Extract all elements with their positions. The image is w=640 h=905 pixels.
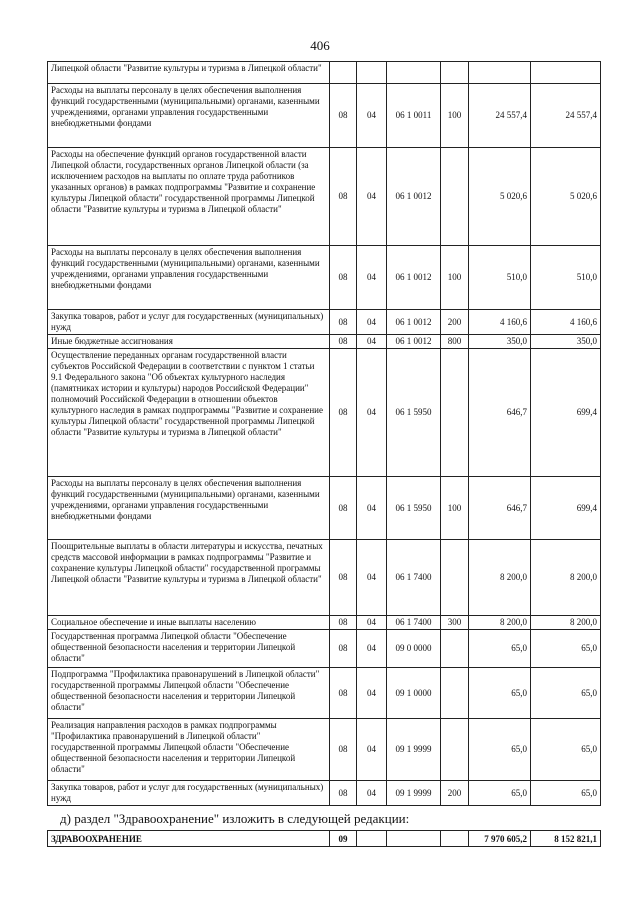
row-value-1: 646,7 (469, 349, 531, 477)
row-value-1: 646,7 (469, 477, 531, 540)
table-row (48, 84, 601, 148)
row-expense-type (441, 148, 469, 246)
row-target-code: 09 1 9999 (387, 719, 441, 781)
row-value-2: 65,0 (531, 719, 601, 781)
row-section: 04 (357, 540, 387, 616)
row-section: 04 (357, 616, 387, 630)
row-expense-type: 300 (441, 616, 469, 630)
row-expense-type (441, 349, 469, 477)
row-value-2 (531, 62, 601, 84)
row-value-1: 65,0 (469, 781, 531, 806)
row-name: Расходы на выплаты персоналу в целях обеспечения выполнения функций государственными (муниципальными) органами, казенными учреждениями, органами управления государственными внебюджетными фондами (48, 246, 330, 310)
section-expense-type (441, 831, 469, 847)
table-row (48, 335, 601, 349)
row-ministry: 08 (330, 668, 357, 719)
row-ministry: 08 (330, 540, 357, 616)
row-ministry: 08 (330, 335, 357, 349)
table-row (48, 781, 601, 806)
row-ministry: 08 (330, 477, 357, 540)
row-value-1: 4 160,6 (469, 310, 531, 335)
row-value-1: 8 200,0 (469, 616, 531, 630)
row-expense-type: 100 (441, 477, 469, 540)
row-expense-type (441, 630, 469, 668)
row-ministry: 08 (330, 349, 357, 477)
row-name: Липецкой области "Развитие культуры и туризма в Липецкой области" (48, 62, 330, 84)
table-row (48, 477, 601, 540)
section-ministry: 09 (330, 831, 357, 847)
table-row (48, 349, 601, 477)
row-value-1: 65,0 (469, 719, 531, 781)
row-section (357, 62, 387, 84)
row-name: Иные бюджетные ассигнования (48, 335, 330, 349)
row-section: 04 (357, 477, 387, 540)
row-name: Расходы на выплаты персоналу в целях обеспечения выполнения функций государственными (муниципальными) органами, казенными учреждениями, органами управления государственными внебюджетными фондами (48, 84, 330, 148)
budget-table (47, 61, 601, 806)
row-value-1: 65,0 (469, 668, 531, 719)
row-value-2: 510,0 (531, 246, 601, 310)
row-ministry: 08 (330, 148, 357, 246)
row-expense-type (441, 719, 469, 781)
row-name: Осуществление переданных органам государственной власти субъектов Российской Федерации в соответствии с пунктом 1 статьи 9.1 Федерального закона "Об объектах культурного наследия (памятниках истории и культуры) народов Российской Федерации" полномочий Российской Федерации в отношении объектов культурного наследия в рамках подпрограммы "Развитие и сохранение культуры Липецкой области" государственной программы Липецкой области "Развитие культуры и туризма в Липецкой области" (48, 349, 330, 477)
row-target-code: 06 1 0012 (387, 335, 441, 349)
row-section: 04 (357, 630, 387, 668)
table-row (48, 246, 601, 310)
row-target-code: 09 0 0000 (387, 630, 441, 668)
row-value-1: 5 020,6 (469, 148, 531, 246)
row-value-1: 510,0 (469, 246, 531, 310)
row-value-2: 65,0 (531, 668, 601, 719)
row-section: 04 (357, 84, 387, 148)
table-row (48, 719, 601, 781)
row-section: 04 (357, 246, 387, 310)
row-value-2: 4 160,6 (531, 310, 601, 335)
row-ministry: 08 (330, 781, 357, 806)
section-caption: д) раздел "Здравоохранение" изложить в следующей редакции: (60, 811, 410, 826)
row-name: Расходы на выплаты персоналу в целях обеспечения выполнения функций государственными (муниципальными) органами, казенными учреждениями, органами управления государственными внебюджетными фондами (48, 477, 330, 540)
row-value-2: 699,4 (531, 477, 601, 540)
row-expense-type: 100 (441, 84, 469, 148)
row-expense-type (441, 668, 469, 719)
section-value-2: 8 152 821,1 (531, 831, 601, 847)
row-ministry: 08 (330, 630, 357, 668)
row-ministry: 08 (330, 310, 357, 335)
row-expense-type: 800 (441, 335, 469, 349)
row-ministry: 08 (330, 84, 357, 148)
row-name: Подпрограмма "Профилактика правонарушений в Липецкой области" государственной программы Липецкой области "Обеспечение общественной безопасности населения и территории Липецкой области" (48, 668, 330, 719)
row-ministry (330, 62, 357, 84)
table-row (48, 668, 601, 719)
table-row (48, 630, 601, 668)
section-target-code (387, 831, 441, 847)
row-target-code: 06 1 0012 (387, 310, 441, 335)
row-target-code: 06 1 0012 (387, 246, 441, 310)
row-name: Расходы на обеспечение функций органов государственной власти Липецкой области, государственных органов Липецкой области (за исключением расходов на выплаты по оплате труда работников указанных органов) в рамках подпрограммы "Развитие и сохранение культуры Липецкой области" государственной программы Липецкой области "Развитие культуры и туризма в Липецкой области" (48, 148, 330, 246)
row-name: Государственная программа Липецкой области "Обеспечение общественной безопасности населения и территории Липецкой области" (48, 630, 330, 668)
row-target-code: 06 1 5950 (387, 477, 441, 540)
table-row (48, 148, 601, 246)
row-section: 04 (357, 349, 387, 477)
row-ministry: 08 (330, 246, 357, 310)
row-target-code: 09 1 0000 (387, 668, 441, 719)
row-value-2: 8 200,0 (531, 616, 601, 630)
table-row (48, 540, 601, 616)
row-name: Социальное обеспечение и иные выплаты населению (48, 616, 330, 630)
table-row (48, 831, 601, 847)
row-name: Закупка товаров, работ и услуг для государственных (муниципальных) нужд (48, 781, 330, 806)
row-section: 04 (357, 719, 387, 781)
row-section: 04 (357, 335, 387, 349)
row-name: Поощрительные выплаты в области литературы и искусства, печатных средств массовой информации в рамках подпрограммы "Развитие и сохранение культуры Липецкой области" государственной программы Липецкой области "Развитие культуры и туризма в Липецкой области" (48, 540, 330, 616)
row-target-code: 06 1 7400 (387, 616, 441, 630)
section-section (357, 831, 387, 847)
row-value-1: 8 200,0 (469, 540, 531, 616)
row-value-2: 24 557,4 (531, 84, 601, 148)
page-number: 406 (310, 38, 330, 53)
row-expense-type: 200 (441, 781, 469, 806)
row-value-2: 65,0 (531, 781, 601, 806)
row-target-code: 09 1 9999 (387, 781, 441, 806)
row-value-1: 65,0 (469, 630, 531, 668)
health-section-table (47, 830, 601, 847)
row-target-code: 06 1 5950 (387, 349, 441, 477)
row-section: 04 (357, 310, 387, 335)
row-target-code: 06 1 0012 (387, 148, 441, 246)
row-value-2: 350,0 (531, 335, 601, 349)
section-value-1: 7 970 605,2 (469, 831, 531, 847)
row-expense-type: 100 (441, 246, 469, 310)
row-name: Закупка товаров, работ и услуг для государственных (муниципальных) нужд (48, 310, 330, 335)
row-expense-type (441, 62, 469, 84)
row-value-1: 24 557,4 (469, 84, 531, 148)
table-row (48, 62, 601, 84)
row-target-code: 06 1 0011 (387, 84, 441, 148)
row-target-code: 06 1 7400 (387, 540, 441, 616)
row-target-code (387, 62, 441, 84)
row-ministry: 08 (330, 719, 357, 781)
row-value-2: 699,4 (531, 349, 601, 477)
row-value-2: 65,0 (531, 630, 601, 668)
table-row (48, 310, 601, 335)
row-value-2: 8 200,0 (531, 540, 601, 616)
row-value-1 (469, 62, 531, 84)
row-section: 04 (357, 781, 387, 806)
row-value-2: 5 020,6 (531, 148, 601, 246)
row-section: 04 (357, 668, 387, 719)
row-name: Реализация направления расходов в рамках подпрограммы "Профилактика правонарушений в Липецкой области" государственной программы Липецкой области "Обеспечение общественной безопасности населения и территории Липецкой области" (48, 719, 330, 781)
section-name: ЗДРАВООХРАНЕНИЕ (48, 831, 330, 847)
row-ministry: 08 (330, 616, 357, 630)
row-section: 04 (357, 148, 387, 246)
row-expense-type (441, 540, 469, 616)
row-expense-type: 200 (441, 310, 469, 335)
row-value-1: 350,0 (469, 335, 531, 349)
table-row (48, 616, 601, 630)
